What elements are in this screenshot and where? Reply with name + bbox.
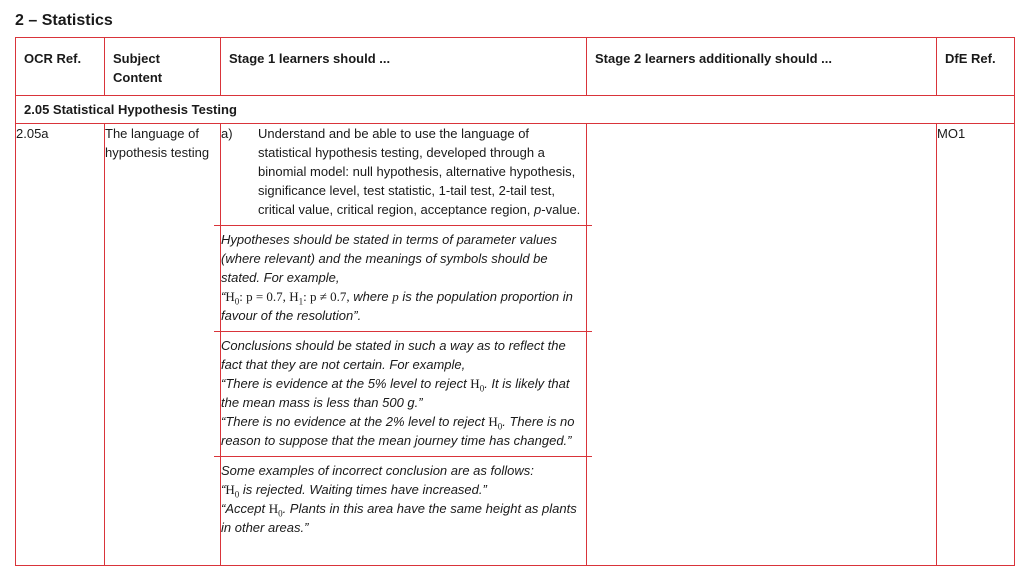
- note-incorrect-example-1: “$H_0$ is rejected. Waiting times have increased.”: [221, 482, 487, 500]
- note-conclusions-intro: Conclusions should be stated in such a way as to reflect the fact that they are not certain. For example,: [221, 338, 566, 372]
- section-title: 2.05 Statistical Hypothesis Testing: [16, 96, 1015, 124]
- page-heading: 2 – Statistics: [15, 12, 113, 29]
- header-stage1: Stage 1 learners should ...: [221, 38, 587, 96]
- ocr-ref-cell: 2.05a: [16, 124, 105, 566]
- section-row: [16, 96, 1015, 124]
- dfe-ref-cell: MO1: [937, 124, 1015, 566]
- header-row: [16, 38, 1015, 96]
- guidance-note-incorrect: [214, 456, 592, 537]
- note-hypotheses-example: “$H_0$: p = 0.7, $H_1$: p ≠ 0.7, where p is the population proportion in favour of the resolution”.: [221, 289, 573, 323]
- header-stage2: Stage 2 learners additionally should ...: [587, 38, 937, 96]
- outcome-letter: a): [221, 126, 233, 141]
- note-incorrect-example-2: “Accept $H_0$. Plants in this area have the same height as plants in other areas.”: [221, 501, 577, 535]
- stage2-cell: [587, 124, 937, 566]
- guidance-note-conclusions: [214, 331, 592, 450]
- stage1-cell: [221, 124, 587, 566]
- note-conclusions-example-2: “There is no evidence at the 2% level to reject $H_0$. There is no reason to suppose that the mean journey time has changed.”: [221, 414, 575, 448]
- header-ocr-ref: OCR Ref.: [16, 38, 105, 96]
- specification-table: [15, 37, 1015, 566]
- subject-content-cell: The language of hypothesis testing: [105, 124, 221, 566]
- guidance-note-hypotheses: [214, 225, 592, 325]
- note-hypotheses-intro: Hypotheses should be stated in terms of parameter values (where relevant) and the meanings of symbols should be stated. For example,: [221, 232, 558, 285]
- header-subject-content: Subject Content: [105, 38, 221, 96]
- outcome-text: Understand and be able to use the language of statistical hypothesis testing, developed through a binomial model: null hypothesis, alternative hypothesis, significance level, test statistic, 1-tail test, 2-tail test, critical value, critical region, acceptance region, p-value.: [258, 126, 581, 217]
- note-incorrect-intro: Some examples of incorrect conclusion are as follows:: [221, 463, 534, 478]
- note-conclusions-example-1: “There is evidence at the 5% level to reject $H_0$. It is likely that the mean mass is less than 500 g.”: [221, 376, 570, 410]
- table-row: [16, 124, 1015, 566]
- header-dfe-ref: DfE Ref.: [937, 38, 1015, 96]
- learning-outcome: [221, 124, 586, 219]
